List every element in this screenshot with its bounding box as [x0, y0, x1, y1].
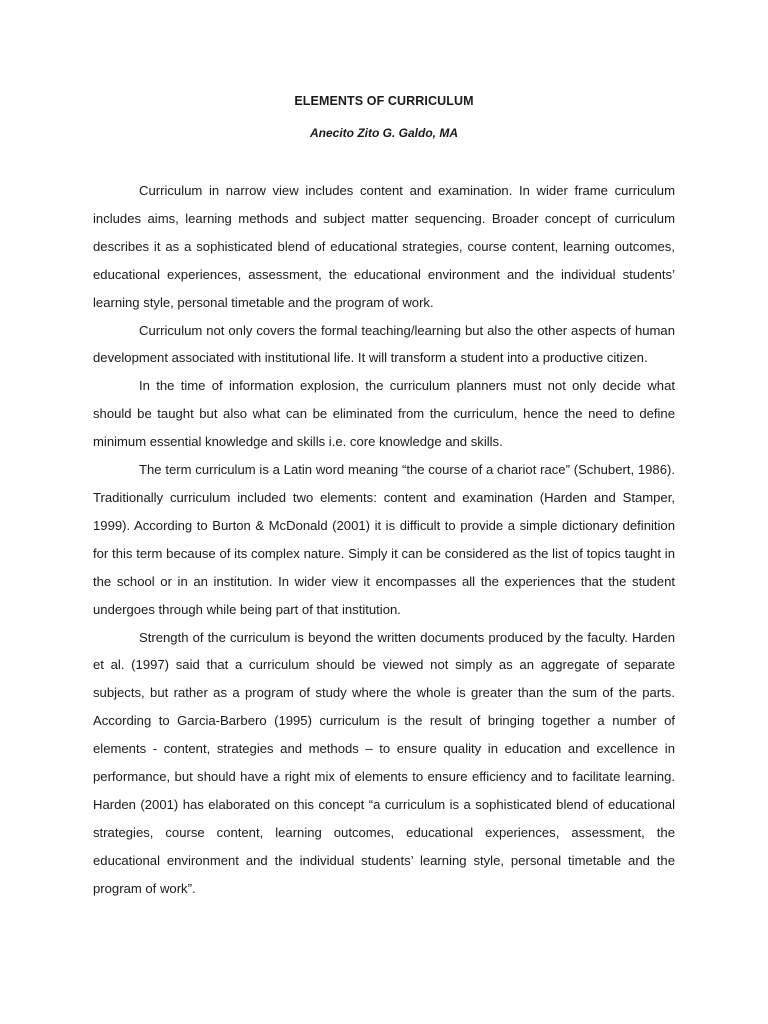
paragraph-4: The term curriculum is a Latin word meaning “the course of a chariot race” (Schubert, 1986). Traditionally curriculum included two elements: content and examination (Harden and Stamper, 1999). According to Burton & McDonald (2001) it is difficult to provide a simple dictionary definition for this term because of its complex nature. Simply it can be considered as the list of topics taught in the school or in an institution. In wider view it encompasses all the experiences that the student undergoes through while being part of that institution. [93, 462, 675, 617]
document-author: Anecito Zito G. Galdo, MA [310, 126, 458, 140]
paragraph-2: Curriculum not only covers the formal teaching/learning but also the other aspects of human development associated with institutional life. It will transform a student into a productive citizen. [93, 322, 675, 366]
paragraph-3: In the time of information explosion, the curriculum planners must not only decide what should be taught but also what can be eliminated from the curriculum, hence the need to define minimum essential knowledge and skills i.e. core knowledge and skills. [93, 378, 675, 450]
paragraph-1: Curriculum in narrow view includes content and examination. In wider frame curriculum includes aims, learning methods and subject matter sequencing. Broader concept of curriculum describes it as a sophisticated blend of educational strategies, course content, learning outcomes, educational experiences, assessment, the educational environment and the individual students’ learning style, personal timetable and the program of work. [93, 183, 675, 310]
paragraph-5: Strength of the curriculum is beyond the written documents produced by the faculty. Harden et al. (1997) said that a curriculum should be viewed not simply as an aggregate of separate subjects, but rather as a program of study where the whole is greater than the sum of the parts. According to Garcia-Barbero (1995) curriculum is the result of bringing together a number of elements - content, strategies and methods – to ensure quality in education and excellence in performance, but should have a right mix of elements to ensure efficiency and to facilitate learning. Harden (2001) has elaborated on this concept “a curriculum is a sophisticated blend of educational strategies, course content, learning outcomes, educational experiences, assessment, the educational environment and the individual students’ learning style, personal timetable and the program of work”. [93, 629, 675, 896]
document-body [93, 177, 675, 903]
document-title: ELEMENTS OF CURRICULUM [294, 94, 474, 108]
